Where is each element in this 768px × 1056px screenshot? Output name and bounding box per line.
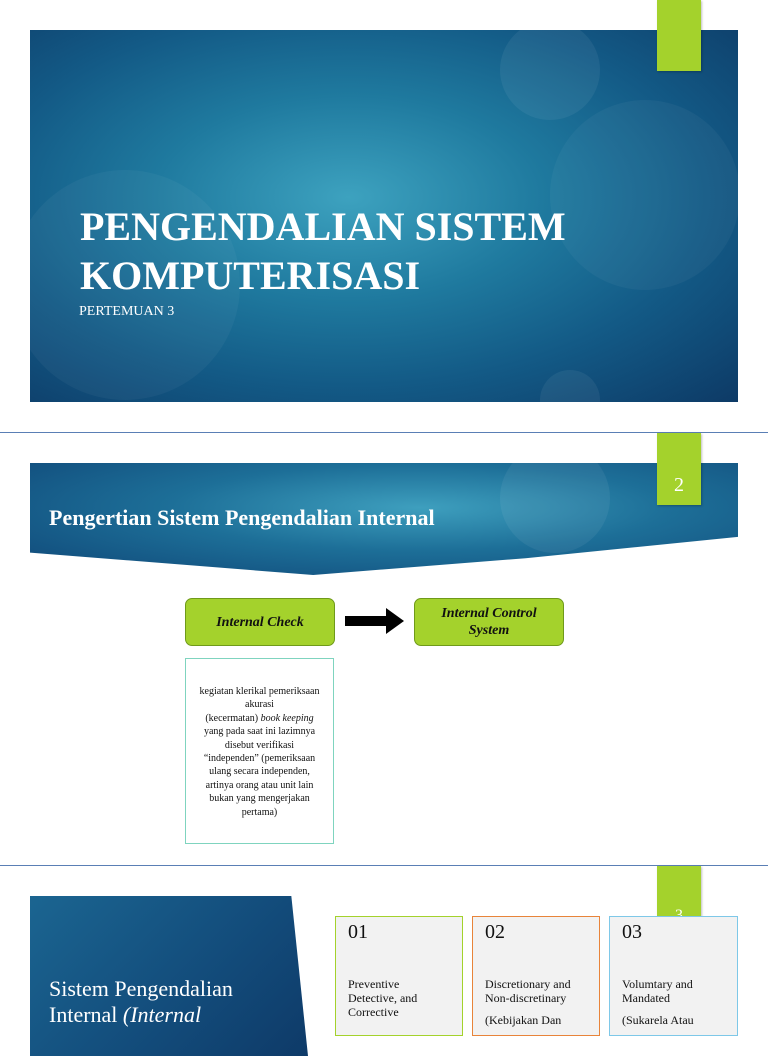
card-text-continued: (Sukarela Atau <box>622 1013 694 1027</box>
slide-title-line-2: KOMPUTERISASI <box>80 253 421 298</box>
card-number: 01 <box>348 921 368 943</box>
slide-title-line-1: PENGENDALIAN SISTEM <box>80 204 566 249</box>
slide-3 <box>0 866 768 1027</box>
card-02 <box>472 916 600 1036</box>
definition-note <box>185 658 334 844</box>
side-title-line-1: Sistem Pengendalian <box>49 976 233 1001</box>
note-line: artinya orang atau unit lain <box>205 779 314 791</box>
note-line: kegiatan klerikal pemeriksaan <box>199 686 320 697</box>
note-line: disebut verifikasi <box>224 739 295 751</box>
side-panel-title <box>49 976 279 1028</box>
card-03 <box>609 916 738 1036</box>
internal-control-system-label: Internal Control System <box>441 606 537 638</box>
note-line: yang pada saat ini lazimnya <box>203 726 316 738</box>
card-01 <box>335 916 463 1036</box>
slide-1 <box>0 0 768 432</box>
side-title-line-2: Internal (Internal <box>49 1002 202 1027</box>
internal-check-box <box>185 598 335 646</box>
card-text: Discretionary and Non-discretinary <box>485 977 571 1005</box>
card-text-continued: (Kebijakan Dan <box>485 1013 562 1027</box>
accent-tab <box>657 0 701 71</box>
note-italic-term: book keeping <box>260 712 314 724</box>
note-line: ulang secara independen, <box>209 766 310 778</box>
note-line: akurasi <box>245 699 274 711</box>
slide-subtitle: PERTEMUAN 3 <box>79 304 175 319</box>
note-line: bukan yang mengerjakan <box>209 793 310 805</box>
note-line: “independen” (pemeriksaan <box>203 753 316 765</box>
bubble-decoration <box>500 463 610 553</box>
slide-2 <box>0 433 768 865</box>
card-text: Preventive Detective, and Corrective <box>348 977 418 1019</box>
note-line: (kecermatan) book keeping <box>205 712 314 724</box>
card-text: Volumtary and Mandated <box>622 977 693 1005</box>
internal-control-system-box <box>414 598 564 646</box>
page-number-tab <box>657 433 701 505</box>
slide-title: Pengertian Sistem Pengendalian Internal <box>49 505 435 530</box>
bubble-decoration <box>500 30 600 120</box>
page-number: 2 <box>674 474 684 496</box>
slide-title <box>80 202 700 300</box>
card-number: 03 <box>622 921 642 943</box>
internal-check-label: Internal Check <box>216 614 304 630</box>
arrow-icon <box>345 616 387 626</box>
title-slide-background <box>30 30 738 402</box>
bubble-decoration <box>540 370 600 402</box>
note-line: pertama) <box>241 806 278 818</box>
card-number: 02 <box>485 921 505 943</box>
arrow-head-icon <box>386 608 404 634</box>
